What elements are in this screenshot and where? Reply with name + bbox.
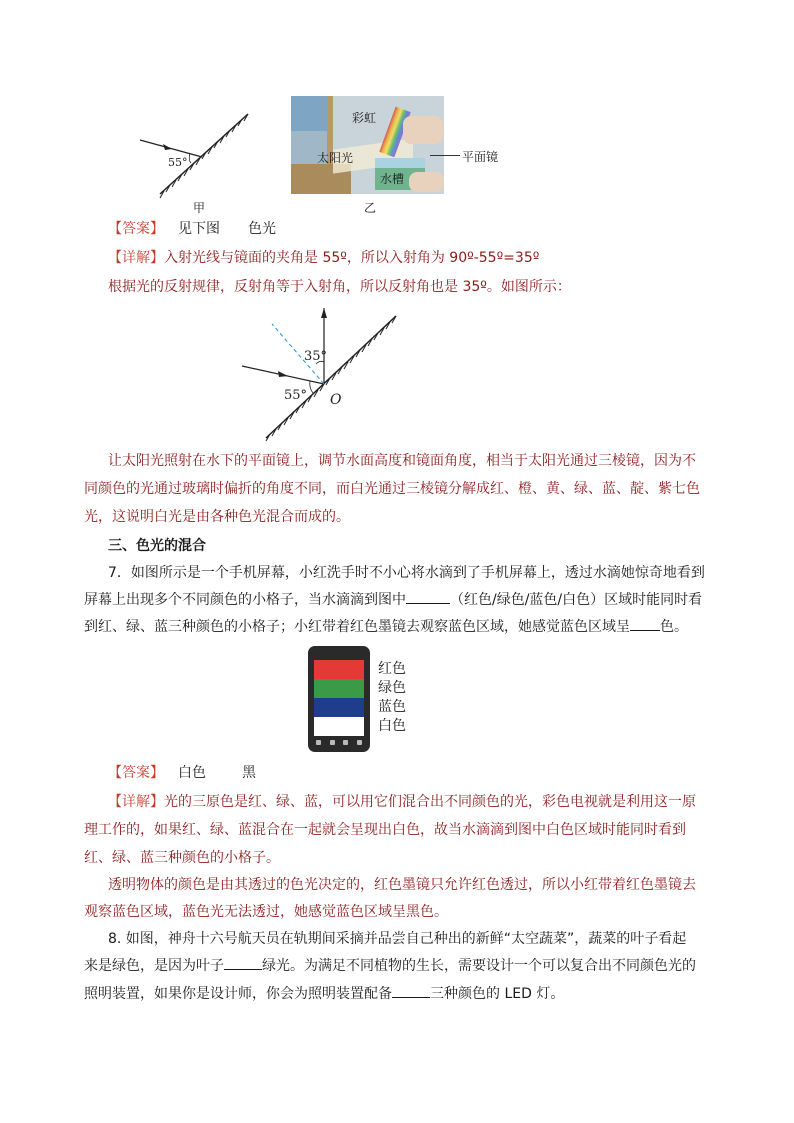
- detail7-line4: 透明物体的颜色是由其透过的色光决定的，红色墨镜只允许红色透过，所以小红带着红色墨镜去: [108, 877, 696, 893]
- detail7-line5: 观察蓝色区域，蓝色光无法透过，她感觉蓝色区域呈黑色。: [84, 904, 448, 920]
- figure-reflection: [236, 304, 406, 444]
- phone-red-area: [314, 660, 364, 679]
- angle-label-55: 55°: [168, 156, 188, 169]
- phone-white-area: [314, 717, 364, 736]
- point-o: O: [330, 392, 342, 408]
- answer-blank[interactable]: [630, 616, 660, 631]
- answer-blank[interactable]: [392, 983, 430, 998]
- q7-line1: 7．如图所示是一个手机屏幕，小红洗手时不小心将水滴到了手机屏幕上，透过水滴她惊奇地看到: [108, 565, 705, 581]
- section-title: 三、色光的混合: [108, 538, 206, 554]
- answer7-text1: 白色: [178, 765, 206, 781]
- label-sunlight: 太阳光: [317, 151, 354, 165]
- label-mirror: 平面镜: [462, 150, 499, 164]
- phone-figure: [308, 646, 370, 752]
- label-rainbow: 彩虹: [352, 111, 377, 125]
- answer6-text1: 见下图: [178, 221, 220, 237]
- phone-green-area: [314, 679, 364, 698]
- answer7-text2: 黑: [242, 765, 256, 781]
- detail7-line3: 红、绿、蓝三种颜色的小格子。: [84, 850, 280, 866]
- phone-label: 绿色: [378, 680, 406, 696]
- mirror-pointer-line: [430, 155, 460, 156]
- answer-tag: 【答案】: [108, 221, 164, 237]
- q8-line3: 照明装置，如果你是设计师，你会为照明装置配备 三种颜色的 LED 灯。: [84, 983, 564, 1005]
- explain6-line3: 光，这说明白光是由各种色光混合而成的。: [84, 509, 350, 525]
- phone-label: 红色: [378, 661, 406, 677]
- angle-label-35: 35°: [304, 349, 328, 364]
- phone-label: 白色: [378, 718, 406, 734]
- figure-caption-yi: 乙: [364, 201, 377, 215]
- phone-blue-area: [314, 698, 364, 717]
- answer-blank[interactable]: [406, 589, 450, 604]
- phone-labels: [378, 660, 406, 736]
- q8-line1: 8. 如图，神舟十六号航天员在轨期间采摘并品尝自己种出的新鲜“太空蔬菜”，蔬菜的叶子看起: [108, 931, 687, 947]
- q8-line2: 来是绿色，是因为叶子 绿光。为满足不同植物的生长，需要设计一个可以复合出不同颜色光的: [84, 955, 696, 977]
- q7-line2: 屏幕上出现多个不同颜色的小格子，当水滴滴到图中 （红色/绿色/蓝色/白色）区域时能同时看: [84, 589, 702, 611]
- answer-blank[interactable]: [224, 955, 262, 970]
- q7-line3: 到红、绿、蓝三种颜色的小格子；小红带着红色墨镜去观察蓝色区域，她感觉蓝色区域呈 色。: [84, 616, 688, 638]
- explain6-line1: 让太阳光照射在水下的平面镜上，调节水面高度和镜面角度，相当于太阳光通过三棱镜，因为不: [108, 453, 696, 469]
- figure-yi-photo: [291, 96, 444, 194]
- detail-tag: 【详解】: [108, 250, 164, 266]
- label-tank: 水槽: [380, 172, 405, 186]
- detail7-line2: 理工作的，如果红、绿、蓝混合在一起就会呈现出白色，故当水滴滴到图中白色区域时能同时看到: [84, 822, 686, 838]
- phone-label: 蓝色: [378, 699, 406, 715]
- answer7-row: 【答案】 白色 黑: [108, 765, 256, 781]
- answer6-row: [108, 218, 276, 240]
- figure-caption-jia: 甲: [193, 201, 206, 215]
- detail6-line2: 根据光的反射规律，反射角等于入射角，所以反射角也是 35º。如图所示：: [108, 279, 571, 295]
- detail6-line1: 【详解】入射光线与镜面的夹角是 55º，所以入射角为 90º-55º=35º: [108, 250, 540, 266]
- figure-jia: [130, 108, 260, 203]
- detail7-line1: 【详解】光的三原色是红、绿、蓝，可以用它们混合出不同颜色的光，彩色电视就是利用这一原: [108, 794, 696, 810]
- answer6-text2: 色光: [248, 221, 276, 237]
- angle-label-55b: 55°: [284, 388, 308, 403]
- explain6-line2: 同颜色的光通过玻璃时偏折的角度不同，而白光通过三棱镜分解成红、橙、黄、绿、蓝、靛、紫七色: [84, 481, 700, 497]
